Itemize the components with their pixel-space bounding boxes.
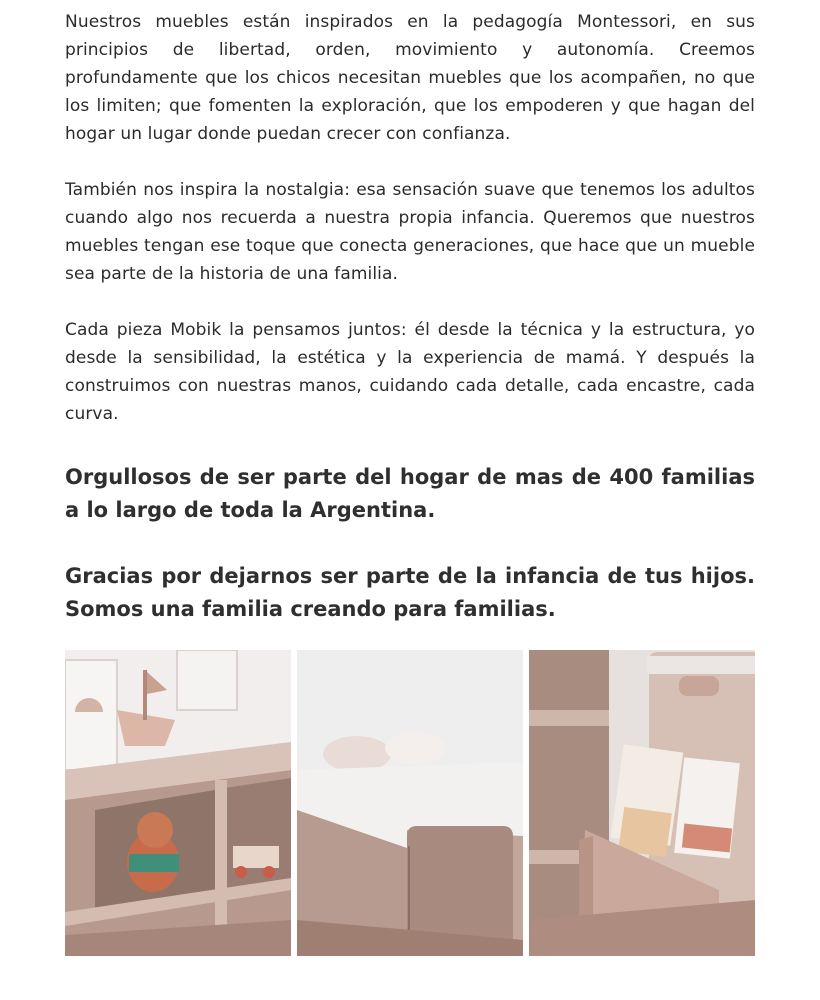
photo-book-rack [529, 650, 755, 956]
paragraph-montessori: Nuestros muebles están inspirados en la pedagogía Montessori, en sus principios de libertad, orden, movimiento y autonomía. Creemos profundamente que los chicos necesitan muebles que los acompañen, no que los limiten; que fomenten la exploración, que los empoderen y que hagan del hogar un lugar donde puedan crecer con confianza. [65, 12, 755, 144]
photo-gallery [65, 650, 755, 956]
headline-families: Orgullosos de ser parte del hogar de mas de 400 familias a lo largo de toda la Argentina. [65, 465, 755, 522]
article-body [65, 8, 755, 659]
photo-floor-bed [297, 650, 523, 956]
photo-shelf-toys [65, 650, 291, 956]
paragraph-mobik: Cada pieza Mobik la pensamos juntos: él desde la técnica y la estructura, yo desde la sensibilidad, la estética y la experiencia de mamá. Y después la construimos con nuestras manos, cuidando cada detalle, cada encastre, cada curva. [65, 320, 755, 424]
paragraph-nostalgia: También nos inspira la nostalgia: esa sensación suave que tenemos los adultos cuando algo nos recuerda a nuestra propia infancia. Queremos que nuestros muebles tengan ese toque que conecta generaciones, que hace que un mueble sea parte de la historia de una familia. [65, 180, 755, 284]
headline-thanks: Gracias por dejarnos ser parte de la infancia de tus hijos. Somos una familia creando para familias. [65, 564, 755, 621]
